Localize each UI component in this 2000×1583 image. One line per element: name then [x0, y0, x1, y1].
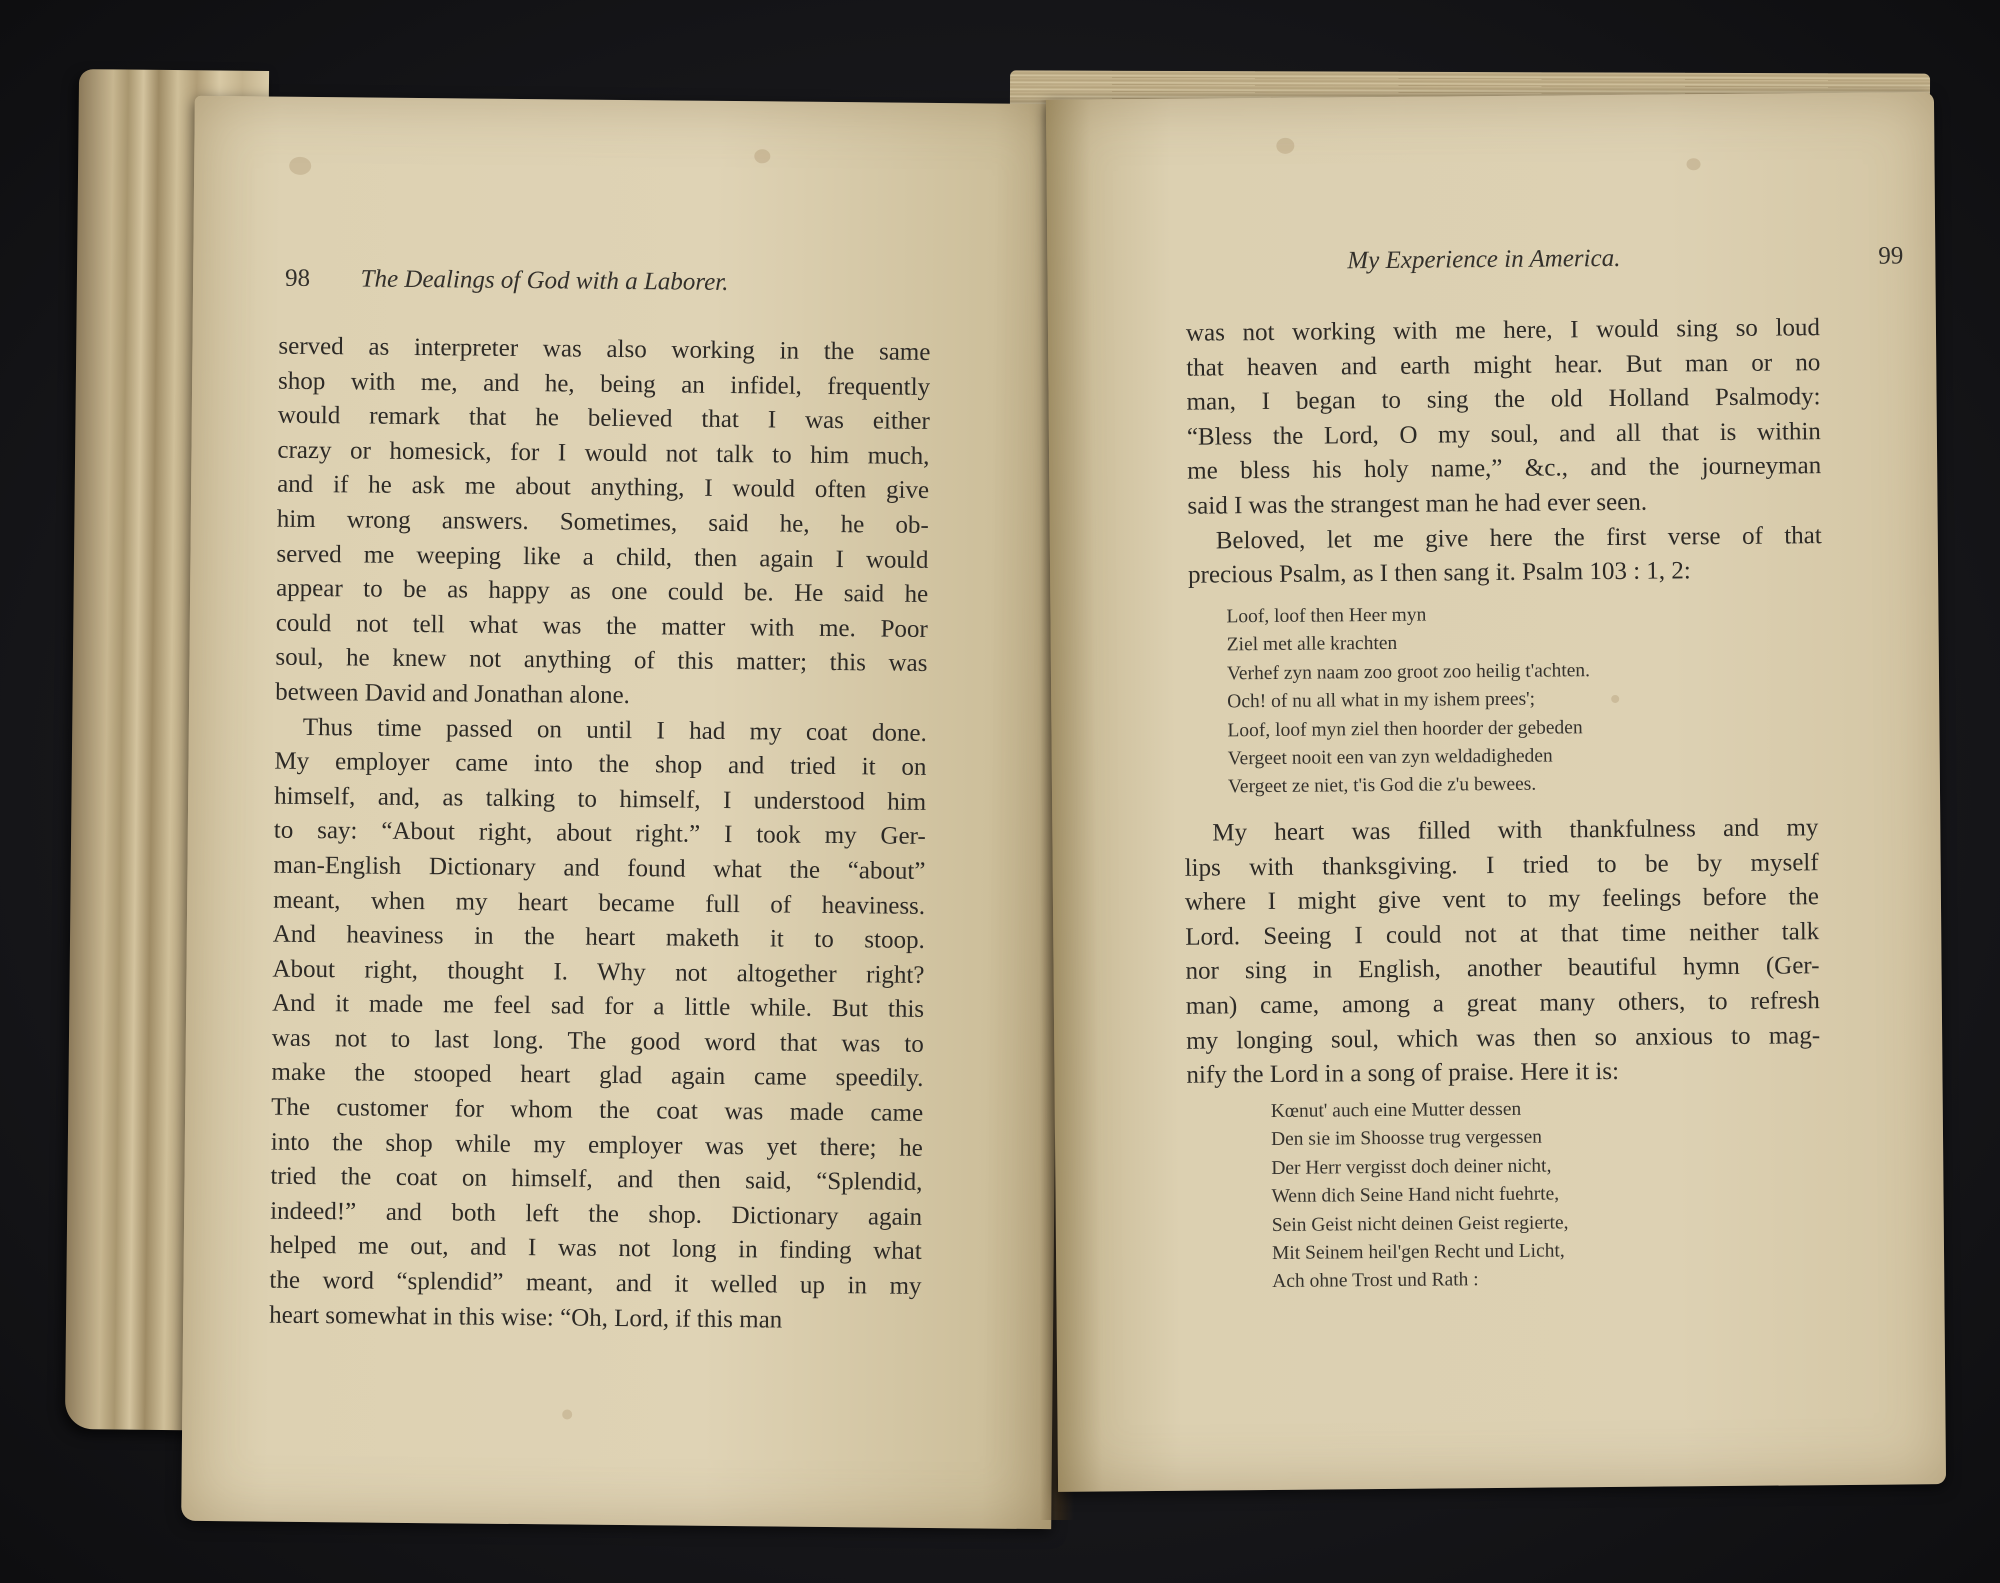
text-line: precious Psalm, as I then sang it. Psalm 103 : 1, 2:: [1187, 557, 1691, 589]
left-body-text: [269, 330, 931, 1339]
text-line: And heaviness in the heart maketh it to stoop.: [272, 920, 925, 954]
text-line: man, I began to sing the old Holland Psalmody:: [1186, 383, 1821, 416]
text-line: make the stooped heart glad again came speedily.: [271, 1059, 924, 1093]
verse-line: Sein Geist nicht deinen Geist regierte,: [1271, 1212, 1569, 1236]
verse-line: Den sie im Shoosse trug vergessen: [1270, 1127, 1543, 1151]
text-line: My heart was filled with thankfulness and my: [1212, 814, 1819, 847]
text-line: man) came, among a great many others, to refresh: [1185, 987, 1820, 1020]
verse-line: Kœnut' auch eine Mutter dessen: [1270, 1098, 1522, 1122]
verse-line: Ach ohne Trost und Rath :: [1272, 1269, 1479, 1293]
text-line: the word “splendid” meant, and it welled up in my: [269, 1266, 922, 1300]
left-page-number: 98: [284, 264, 311, 292]
text-line: would remark that he believed that I was either: [277, 401, 930, 436]
text-line: said I was the strangest man he had ever seen.: [1187, 488, 1648, 520]
text-line: shop with me, and he, being an infidel, frequently: [277, 367, 931, 401]
text-line: could not tell what was the matter with me. Poor: [275, 609, 928, 643]
right-page-number: 99: [1878, 242, 1904, 270]
text-line: Lord. Seeing I could not at that time neither talk: [1185, 917, 1820, 951]
text-line: crazy or homesick, for I would not talk to him much,: [277, 436, 930, 470]
dutch-psalm-verse: [1226, 600, 1591, 802]
verse-line: Verhef zyn naam zoo groot zoo heilig t'achten.: [1226, 659, 1591, 685]
german-hymn-verse: [1271, 1095, 1569, 1296]
text-line: man-English Dictionary and found what the “about”: [273, 851, 926, 885]
text-line: and if he ask me about anything, I would often give: [277, 471, 930, 505]
text-line: Beloved, let me give here the first verse of that: [1215, 521, 1822, 554]
text-line: my longing soul, which was then so anxious to mag-: [1186, 1021, 1821, 1055]
left-page: [181, 96, 1065, 1529]
text-line: that heaven and earth might hear. But man or no: [1186, 348, 1821, 382]
text-line: appear to be as happy as one could be. He said he: [276, 574, 929, 609]
text-line: served as interpreter was also working in the same: [278, 332, 931, 366]
text-line: About right, thought I. Why not altogether right?: [272, 955, 925, 989]
verse-line: Vergeet nooit een van zyn weldadigheden: [1227, 745, 1553, 770]
verse-line: Ziel met alle krachten: [1226, 633, 1398, 656]
verse-line: Loof, loof then Heer myn: [1226, 604, 1427, 628]
text-line: indeed!” and both left the shop. Dictionary again: [270, 1197, 923, 1231]
right-body-text-top: [1186, 311, 1822, 593]
text-line: soul, he knew not anything of this matter; this was: [275, 644, 928, 678]
text-line: My employer came into the shop and tried it on: [274, 747, 927, 782]
text-line: helped me out, and I was not long in finding what: [269, 1232, 922, 1266]
text-line: Thus time passed on until I had my coat done.: [302, 713, 927, 747]
text-line: into the shop while my employer was yet there; he: [270, 1128, 923, 1162]
verse-line: Loof, loof myn ziel then hoorder der gebeden: [1227, 716, 1583, 741]
text-line: between David and Jonathan alone.: [275, 678, 631, 709]
text-line: heart somewhat in this wise: “Oh, Lord, if this man: [269, 1301, 783, 1334]
text-line: himself, and, as talking to himself, I understood him: [274, 782, 927, 816]
text-line: nify the Lord in a song of praise. Here it is:: [1186, 1058, 1620, 1089]
text-line: lips with thanksgiving. I tried to be by myself: [1184, 848, 1819, 882]
verse-line: Och! of nu all what in my ishem prees';: [1227, 688, 1536, 713]
verse-line: Wenn dich Seine Hand nicht fuehrte,: [1271, 1183, 1560, 1208]
text-line: was not to last long. The good word that was to: [271, 1024, 924, 1058]
right-running-head: [1347, 242, 1903, 275]
text-line: served me weeping like a child, then again I would: [276, 540, 929, 574]
text-line: nor sing in English, another beautiful hymn (Ger-: [1185, 952, 1820, 986]
text-line: him wrong answers. Sometimes, said he, he ob-: [276, 505, 929, 539]
text-line: The customer for whom the coat was made came: [271, 1093, 924, 1127]
text-line: where I might give vent to my feelings before the: [1184, 883, 1820, 916]
verse-line: Der Herr vergisst doch deiner nicht,: [1271, 1155, 1552, 1179]
text-line: was not working with me here, I would sing so loud: [1185, 314, 1821, 347]
verse-line: Vergeet ze niet, t'is God die z'u bewees.: [1227, 774, 1537, 798]
text-line: meant, when my heart became full of heaviness.: [273, 886, 926, 920]
left-running-head: [285, 265, 729, 297]
left-running-title: The Dealings of God with a Laborer.: [360, 265, 729, 296]
right-running-title: My Experience in America.: [1347, 244, 1621, 275]
text-line: me bless his holy name,” &c., and the journeyman: [1187, 452, 1822, 486]
verse-line: Mit Seinem heil'gen Recht und Licht,: [1271, 1240, 1565, 1265]
text-line: And it made me feel sad for a little while. But this: [272, 989, 925, 1024]
text-line: to say: “About right, about right.” I took my Ger-: [273, 816, 926, 851]
text-line: “Bless the Lord, O my soul, and all that is within: [1186, 417, 1821, 451]
text-line: tried the coat on himself, and then said, “Splendid,: [270, 1162, 923, 1197]
right-body-text-middle: [1184, 811, 1820, 1093]
right-page: [1046, 92, 1946, 1492]
